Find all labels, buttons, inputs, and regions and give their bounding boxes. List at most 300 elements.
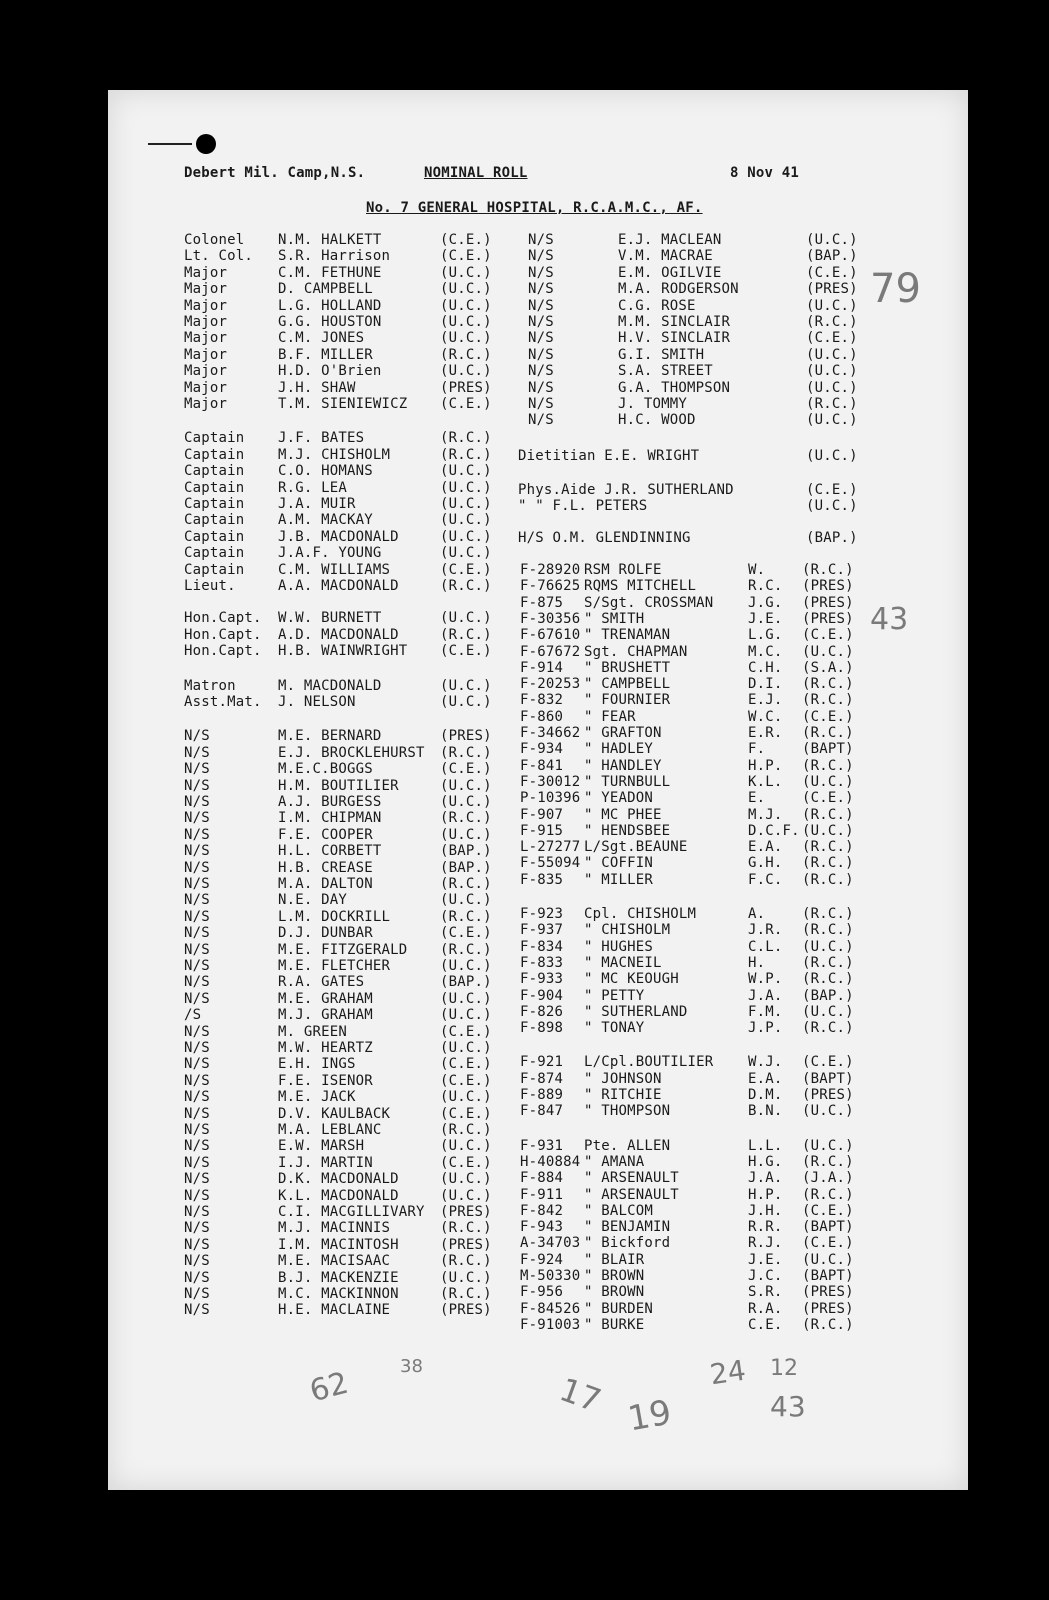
rank-cell: N/S bbox=[528, 330, 554, 347]
service-number-cell: A-34703 bbox=[520, 1235, 581, 1252]
name-cell: A.A. MACDONALD bbox=[278, 578, 399, 594]
denomination-cell: (R.C.) bbox=[802, 855, 854, 872]
denomination-cell: (C.E.) bbox=[806, 330, 858, 347]
denomination-cell: (U.C.) bbox=[440, 463, 492, 480]
name-cell: " HUGHES bbox=[584, 938, 654, 955]
initials-cell: D.M. bbox=[748, 1087, 783, 1103]
service-number-cell: F-55094 bbox=[520, 855, 581, 872]
name-cell: " BROWN bbox=[584, 1268, 645, 1284]
initials-cell: E.A. bbox=[748, 839, 783, 856]
name-cell: M.E.C.BOGGS bbox=[278, 761, 373, 778]
service-number-cell: F-937 bbox=[520, 922, 564, 939]
rank-cell: N/S bbox=[184, 843, 210, 860]
rank-cell: Major bbox=[184, 363, 228, 380]
denomination-cell: (U.C.) bbox=[806, 379, 858, 396]
name-cell: L/Cpl.BOUTILIER bbox=[584, 1054, 714, 1071]
denomination-cell: (R.C.) bbox=[440, 446, 492, 463]
rank-cell: N/S bbox=[184, 1154, 210, 1171]
denomination-cell: (C.E.) bbox=[802, 708, 854, 725]
name-cell: S/Sgt. CROSSMAN bbox=[584, 594, 714, 611]
service-number-cell: F-889 bbox=[520, 1087, 564, 1103]
name-cell: D.J. DUNBAR bbox=[278, 925, 373, 942]
name-cell: C.M. JONES bbox=[278, 330, 365, 347]
name-cell: L.M. DOCKRILL bbox=[278, 908, 391, 925]
denomination-cell: (U.C.) bbox=[802, 938, 854, 955]
denomination-cell: (C.E.) bbox=[440, 925, 492, 942]
denomination-cell: (U.C.) bbox=[806, 498, 858, 514]
name-cell: " BURDEN bbox=[584, 1300, 654, 1317]
initials-cell: C.H. bbox=[748, 659, 783, 676]
service-number-cell: M-50330 bbox=[520, 1268, 581, 1284]
rank-cell: Lieut. bbox=[184, 578, 236, 594]
name-cell: M. GREEN bbox=[278, 1023, 348, 1040]
service-number-cell: L-27277 bbox=[520, 839, 581, 856]
denomination-cell: (U.C.) bbox=[440, 794, 492, 810]
rank-cell: N/S bbox=[184, 826, 210, 843]
name-cell: H.C. WOOD bbox=[618, 412, 696, 429]
name-cell: J.H. SHAW bbox=[278, 379, 356, 396]
name-cell: I.M. CHIPMAN bbox=[278, 810, 382, 827]
punch-hole-mark bbox=[196, 134, 216, 154]
denomination-cell: (C.E.) bbox=[806, 264, 858, 281]
denomination-cell: (U.C.) bbox=[440, 512, 492, 529]
name-cell: V.M. MACRAE bbox=[618, 248, 713, 265]
name-cell: M.E. FLETCHER bbox=[278, 958, 391, 974]
name-cell: E.J. BROCKLEHURST bbox=[278, 744, 425, 761]
denomination-cell: (U.C.) bbox=[802, 1003, 854, 1020]
service-number-cell: F-67672 bbox=[520, 643, 581, 660]
name-cell: E.M. OGILVIE bbox=[618, 264, 722, 281]
initials-cell: A. bbox=[748, 906, 766, 922]
pencil-annotation: 38 bbox=[400, 1356, 423, 1377]
rank-cell: Major bbox=[184, 396, 228, 412]
name-cell: M.C. MACKINNON bbox=[278, 1286, 399, 1302]
unit-title: No. 7 GENERAL HOSPITAL, R.C.A.M.C., AF. bbox=[366, 200, 703, 216]
initials-cell: R.C. bbox=[748, 578, 783, 595]
rank-cell: N/S bbox=[528, 363, 554, 380]
initials-cell: J.E. bbox=[748, 610, 783, 627]
name-cell: H.B. CREASE bbox=[278, 859, 373, 876]
name-cell: " HADLEY bbox=[584, 741, 654, 758]
rank-cell: N/S bbox=[184, 1138, 210, 1155]
rank-cell: N/S bbox=[528, 297, 554, 314]
rank-cell: Captain bbox=[184, 430, 245, 447]
name-cell: M.A. RODGERSON bbox=[618, 281, 739, 298]
denomination-cell: (C.E.) bbox=[440, 396, 492, 412]
denomination-cell: (C.E.) bbox=[802, 790, 854, 807]
rank-cell: Captain bbox=[184, 463, 245, 480]
name-cell: E.H. INGS bbox=[278, 1056, 356, 1073]
denomination-cell: (C.E.) bbox=[440, 643, 492, 660]
denomination-cell: (U.C.) bbox=[802, 643, 854, 660]
service-number-cell: F-934 bbox=[520, 741, 564, 758]
denomination-cell: (C.E.) bbox=[440, 1105, 492, 1122]
service-number-cell: F-943 bbox=[520, 1219, 564, 1236]
denomination-cell: (U.C.) bbox=[440, 545, 492, 562]
service-number-cell: F-834 bbox=[520, 938, 564, 955]
rank-cell: Captain bbox=[184, 561, 245, 578]
rank-cell: N/S bbox=[184, 1171, 210, 1188]
name-cell: M.E. FITZGERALD bbox=[278, 941, 408, 958]
denomination-cell: (U.C.) bbox=[440, 479, 492, 496]
denomination-cell: (U.C.) bbox=[440, 264, 492, 281]
rank-cell: N/S bbox=[184, 859, 210, 876]
initials-cell: S.R. bbox=[748, 1284, 783, 1301]
name-cell: " ARSENAULT bbox=[584, 1186, 679, 1203]
name-cell: " FOURNIER bbox=[584, 692, 671, 709]
denomination-cell: (BAP.) bbox=[806, 248, 858, 265]
rank-cell: Hon.Capt. bbox=[184, 610, 262, 627]
denomination-cell: (U.C.) bbox=[440, 958, 492, 974]
name-cell: RSM ROLFE bbox=[584, 562, 662, 578]
denomination-cell: (U.C.) bbox=[806, 363, 858, 380]
initials-cell: J.P. bbox=[748, 1020, 783, 1037]
rank-cell: N/S bbox=[528, 396, 554, 412]
denomination-cell: (R.C.) bbox=[802, 1020, 854, 1037]
name-cell: I.J. MARTIN bbox=[278, 1154, 373, 1171]
name-cell: B.F. MILLER bbox=[278, 346, 373, 363]
pencil-annotation: 62 bbox=[306, 1365, 353, 1410]
pencil-annotation: 17 bbox=[554, 1370, 606, 1420]
name-cell: M.W. HEARTZ bbox=[278, 1040, 373, 1056]
denomination-cell: (U.C.) bbox=[802, 773, 854, 790]
denomination-cell: (R.C.) bbox=[802, 1186, 854, 1203]
rank-cell: N/S bbox=[184, 1269, 210, 1286]
name-cell: J.F. BATES bbox=[278, 430, 365, 447]
denomination-cell: (R.C.) bbox=[440, 578, 492, 594]
initials-cell: E. bbox=[748, 790, 766, 807]
denomination-cell: (BAP.) bbox=[440, 859, 492, 876]
denomination-cell: (R.C.) bbox=[440, 626, 492, 643]
denomination-cell: (S.A.) bbox=[802, 659, 854, 676]
name-cell: " BROWN bbox=[584, 1284, 645, 1301]
name-cell: D. CAMPBELL bbox=[278, 281, 373, 298]
name-cell: B.J. MACKENZIE bbox=[278, 1269, 399, 1286]
service-number-cell: F-923 bbox=[520, 906, 564, 922]
roll-title: NOMINAL ROLL bbox=[424, 165, 528, 181]
initials-cell: E.J. bbox=[748, 692, 783, 709]
denomination-cell: (R.C.) bbox=[802, 725, 854, 741]
denomination-cell: (PRES) bbox=[802, 1284, 854, 1301]
denomination-cell: (R.C.) bbox=[440, 908, 492, 925]
name-cell: " MACNEIL bbox=[584, 954, 662, 971]
rank-cell: N/S bbox=[184, 1236, 210, 1253]
rank-cell: N/S bbox=[184, 990, 210, 1007]
denomination-cell: (PRES) bbox=[802, 1300, 854, 1317]
roll-date: 8 Nov 41 bbox=[730, 165, 800, 181]
rank-cell: N/S bbox=[184, 892, 210, 909]
rank-cell: N/S bbox=[184, 1056, 210, 1073]
name-cell: R.G. LEA bbox=[278, 479, 348, 496]
initials-cell: R.J. bbox=[748, 1235, 783, 1252]
denomination-cell: (R.C.) bbox=[440, 1220, 492, 1237]
rank-cell: Major bbox=[184, 346, 228, 363]
denomination-cell: (U.C.) bbox=[440, 777, 492, 794]
service-number-cell: F-28920 bbox=[520, 562, 581, 578]
denomination-cell: (R.C.) bbox=[440, 1122, 492, 1138]
name-cell: C.I. MACGILLIVARY bbox=[278, 1204, 425, 1220]
denomination-cell: (C.E.) bbox=[440, 1154, 492, 1171]
initials-cell: D.C.F. bbox=[748, 822, 800, 839]
service-number-cell: F-67610 bbox=[520, 627, 581, 644]
name-cell: G.I. SMITH bbox=[618, 346, 705, 363]
denomination-cell: (BAPT) bbox=[802, 1070, 854, 1087]
rank-cell: Major bbox=[184, 297, 228, 314]
rank-cell: N/S bbox=[184, 908, 210, 925]
service-number-cell: F-84526 bbox=[520, 1300, 581, 1317]
rank-cell: N/S bbox=[184, 1105, 210, 1122]
initials-cell: F. bbox=[748, 741, 766, 758]
name-cell: " BRUSHETT bbox=[584, 659, 671, 676]
service-number-cell: F-847 bbox=[520, 1103, 564, 1120]
initials-cell: C.L. bbox=[748, 938, 783, 955]
name-cell: Pte. ALLEN bbox=[584, 1137, 671, 1154]
pencil-annotation: 24 bbox=[707, 1353, 748, 1392]
initials-cell: L.G. bbox=[748, 627, 783, 644]
denomination-cell: (U.C.) bbox=[440, 281, 492, 298]
service-number-cell: F-956 bbox=[520, 1284, 564, 1301]
rank-cell: N/S bbox=[184, 925, 210, 942]
denomination-cell: (C.E.) bbox=[806, 482, 858, 498]
denomination-cell: (U.C.) bbox=[440, 1089, 492, 1106]
denomination-cell: (PRES) bbox=[440, 379, 492, 396]
name-cell: L.G. HOLLAND bbox=[278, 297, 382, 314]
name-cell: I.M. MACINTOSH bbox=[278, 1236, 399, 1253]
denomination-cell: (R.C.) bbox=[440, 1253, 492, 1270]
denomination-cell: (U.C.) bbox=[440, 826, 492, 843]
name-cell: " BENJAMIN bbox=[584, 1219, 671, 1236]
denomination-cell: (U.C.) bbox=[440, 892, 492, 909]
name-cell: S.R. Harrison bbox=[278, 248, 391, 265]
denomination-cell: (U.C.) bbox=[806, 412, 858, 429]
denomination-cell: (R.C.) bbox=[802, 922, 854, 939]
initials-cell: J.H. bbox=[748, 1202, 783, 1219]
dash-mark bbox=[148, 143, 192, 145]
service-number-cell: P-10396 bbox=[520, 790, 581, 807]
denomination-cell: (PRES) bbox=[802, 594, 854, 611]
name-cell: " YEADON bbox=[584, 790, 654, 807]
name-cell: J. TOMMY bbox=[618, 396, 688, 412]
name-cell: RQMS MITCHELL bbox=[584, 578, 697, 595]
rank-cell: N/S bbox=[184, 1286, 210, 1302]
denomination-cell: (U.C.) bbox=[802, 822, 854, 839]
initials-cell: F.M. bbox=[748, 1003, 783, 1020]
name-cell: " PETTY bbox=[584, 987, 645, 1004]
name-cell: " ARSENAULT bbox=[584, 1170, 679, 1187]
denomination-cell: (U.C.) bbox=[440, 297, 492, 314]
rank-cell: N/S bbox=[528, 264, 554, 281]
initials-cell: G.H. bbox=[748, 855, 783, 872]
name-cell: F.E. COOPER bbox=[278, 826, 373, 843]
name-cell: " AMANA bbox=[584, 1153, 645, 1170]
service-number-cell: F-875 bbox=[520, 594, 564, 611]
name-cell: F.E. ISENOR bbox=[278, 1072, 373, 1089]
pencil-annotation: 12 bbox=[770, 1356, 798, 1381]
denomination-cell: (C.E.) bbox=[440, 561, 492, 578]
name-cell: " HANDLEY bbox=[584, 757, 662, 774]
denomination-cell: (BAP.) bbox=[440, 974, 492, 991]
rank-cell: N/S bbox=[184, 876, 210, 892]
name-cell: " SMITH bbox=[584, 610, 645, 627]
denomination-cell: (BAP.) bbox=[440, 843, 492, 860]
rank-cell: N/S bbox=[184, 1187, 210, 1204]
name-cell: L/Sgt.BEAUNE bbox=[584, 839, 688, 856]
name-cell: " RITCHIE bbox=[584, 1087, 662, 1103]
name-cell: D.K. MACDONALD bbox=[278, 1171, 399, 1188]
rank-cell: Captain bbox=[184, 512, 245, 529]
name-cell: " BURKE bbox=[584, 1316, 645, 1333]
pencil-annotation: 79 bbox=[870, 266, 921, 312]
rank-cell: N/S bbox=[528, 412, 554, 429]
rank-cell: Colonel bbox=[184, 232, 245, 248]
denomination-cell: (R.C.) bbox=[440, 1286, 492, 1302]
name-cell: J.A.F. YOUNG bbox=[278, 545, 382, 562]
name-cell: " THOMPSON bbox=[584, 1103, 671, 1120]
service-number-cell: F-34662 bbox=[520, 725, 581, 741]
name-cell: " MC PHEE bbox=[584, 806, 662, 823]
denomination-cell: (C.E.) bbox=[440, 1056, 492, 1073]
service-number-cell: F-833 bbox=[520, 954, 564, 971]
service-number-cell: F-841 bbox=[520, 757, 564, 774]
denomination-cell: (C.E.) bbox=[802, 627, 854, 644]
name-cell: Dietitian E.E. WRIGHT bbox=[518, 448, 700, 464]
name-cell: A.J. BURGESS bbox=[278, 794, 382, 810]
rank-cell: N/S bbox=[184, 794, 210, 810]
denomination-cell: (R.C.) bbox=[802, 692, 854, 709]
denomination-cell: (R.C.) bbox=[440, 346, 492, 363]
name-cell: S.A. STREET bbox=[618, 363, 713, 380]
denomination-cell: (PRES) bbox=[806, 281, 858, 298]
name-cell: " FEAR bbox=[584, 708, 636, 725]
name-cell: M.E. JACK bbox=[278, 1089, 356, 1106]
denomination-cell: (R.C.) bbox=[802, 806, 854, 823]
denomination-cell: (U.C.) bbox=[440, 1138, 492, 1155]
service-number-cell: F-860 bbox=[520, 708, 564, 725]
rank-cell: Major bbox=[184, 379, 228, 396]
denomination-cell: (PRES) bbox=[802, 1087, 854, 1103]
denomination-cell: (U.C.) bbox=[806, 448, 858, 464]
service-number-cell: F-931 bbox=[520, 1137, 564, 1154]
denomination-cell: (R.C.) bbox=[802, 971, 854, 988]
initials-cell: B.N. bbox=[748, 1103, 783, 1120]
denomination-cell: (BAPT) bbox=[802, 1268, 854, 1284]
denomination-cell: (U.C.) bbox=[806, 346, 858, 363]
name-cell: M.E. MACISAAC bbox=[278, 1253, 391, 1270]
name-cell: M.E. BERNARD bbox=[278, 728, 382, 745]
name-cell: H.D. O'Brien bbox=[278, 363, 382, 380]
denomination-cell: (R.C.) bbox=[802, 906, 854, 922]
rank-cell: Lt. Col. bbox=[184, 248, 254, 265]
denomination-cell: (U.C.) bbox=[440, 1269, 492, 1286]
denomination-cell: (U.C.) bbox=[440, 990, 492, 1007]
name-cell: " Bickford bbox=[584, 1235, 671, 1252]
name-cell: " GRAFTON bbox=[584, 725, 662, 741]
name-cell: Cpl. CHISHOLM bbox=[584, 906, 697, 922]
name-cell: H/S O.M. GLENDINNING bbox=[518, 530, 691, 546]
rank-cell: Captain bbox=[184, 479, 245, 496]
pencil-annotation: 19 bbox=[624, 1392, 675, 1440]
denomination-cell: (R.C.) bbox=[440, 810, 492, 827]
rank-cell: N/S bbox=[184, 958, 210, 974]
name-cell: " MC KEOUGH bbox=[584, 971, 679, 988]
denomination-cell: (U.C.) bbox=[440, 677, 492, 694]
service-number-cell: H-40884 bbox=[520, 1153, 581, 1170]
rank-cell: Asst.Mat. bbox=[184, 694, 262, 710]
rank-cell: N/S bbox=[184, 1040, 210, 1056]
rank-cell: N/S bbox=[184, 1302, 210, 1319]
name-cell: E.W. MARSH bbox=[278, 1138, 365, 1155]
denomination-cell: (PRES) bbox=[802, 610, 854, 627]
denomination-cell: (U.C.) bbox=[440, 528, 492, 545]
rank-cell: N/S bbox=[184, 1204, 210, 1220]
service-number-cell: F-826 bbox=[520, 1003, 564, 1020]
rank-cell: Major bbox=[184, 264, 228, 281]
pencil-annotation: 43 bbox=[870, 602, 909, 637]
denomination-cell: (R.C.) bbox=[806, 314, 858, 330]
initials-cell: E.A. bbox=[748, 1070, 783, 1087]
rank-cell: N/S bbox=[184, 974, 210, 991]
service-number-cell: F-898 bbox=[520, 1020, 564, 1037]
initials-cell: W.C. bbox=[748, 708, 783, 725]
denomination-cell: (U.C.) bbox=[440, 1007, 492, 1024]
initials-cell: J.A. bbox=[748, 987, 783, 1004]
name-cell: M.A. LEBLANC bbox=[278, 1122, 382, 1138]
service-number-cell: F-921 bbox=[520, 1054, 564, 1071]
name-cell: C.G. ROSE bbox=[618, 297, 696, 314]
rank-cell: Captain bbox=[184, 446, 245, 463]
name-cell: " COFFIN bbox=[584, 855, 654, 872]
denomination-cell: (BAPT) bbox=[802, 741, 854, 758]
initials-cell: R.A. bbox=[748, 1300, 783, 1317]
name-cell: K.L. MACDONALD bbox=[278, 1187, 399, 1204]
denomination-cell: (R.C.) bbox=[440, 430, 492, 447]
service-number-cell: F-20253 bbox=[520, 676, 581, 693]
denomination-cell: (BAP.) bbox=[806, 530, 858, 546]
name-cell: M. MACDONALD bbox=[278, 677, 382, 694]
denomination-cell: (U.C.) bbox=[802, 1137, 854, 1154]
service-number-cell: F-911 bbox=[520, 1186, 564, 1203]
denomination-cell: (PRES) bbox=[440, 1204, 492, 1220]
denomination-cell: (C.E.) bbox=[802, 1054, 854, 1071]
rank-cell: N/S bbox=[184, 777, 210, 794]
pencil-annotation: 43 bbox=[770, 1390, 806, 1423]
name-cell: " " F.L. PETERS bbox=[518, 498, 648, 514]
denomination-cell: (R.C.) bbox=[802, 839, 854, 856]
name-cell: M.J. CHISHOLM bbox=[278, 446, 391, 463]
initials-cell: W.J. bbox=[748, 1054, 783, 1071]
initials-cell: J.G. bbox=[748, 594, 783, 611]
name-cell: M.A. DALTON bbox=[278, 876, 373, 892]
denomination-cell: (U.C.) bbox=[440, 363, 492, 380]
service-number-cell: F-884 bbox=[520, 1170, 564, 1187]
denomination-cell: (BAP.) bbox=[802, 987, 854, 1004]
denomination-cell: (U.C.) bbox=[440, 330, 492, 347]
denomination-cell: (R.C.) bbox=[802, 562, 854, 578]
rank-cell: Major bbox=[184, 281, 228, 298]
rank-cell: /S bbox=[184, 1007, 202, 1024]
name-cell: A.D. MACDONALD bbox=[278, 626, 399, 643]
service-number-cell: F-904 bbox=[520, 987, 564, 1004]
denomination-cell: (C.E.) bbox=[440, 248, 492, 265]
initials-cell: H.P. bbox=[748, 1186, 783, 1203]
denomination-cell: (C.E.) bbox=[802, 1235, 854, 1252]
denomination-cell: (R.C.) bbox=[802, 757, 854, 774]
location: Debert Mil. Camp,N.S. bbox=[184, 165, 366, 181]
denomination-cell: (PRES) bbox=[802, 578, 854, 595]
denomination-cell: (R.C.) bbox=[802, 676, 854, 693]
name-cell: " TRENAMAN bbox=[584, 627, 671, 644]
denomination-cell: (U.C.) bbox=[440, 1040, 492, 1056]
